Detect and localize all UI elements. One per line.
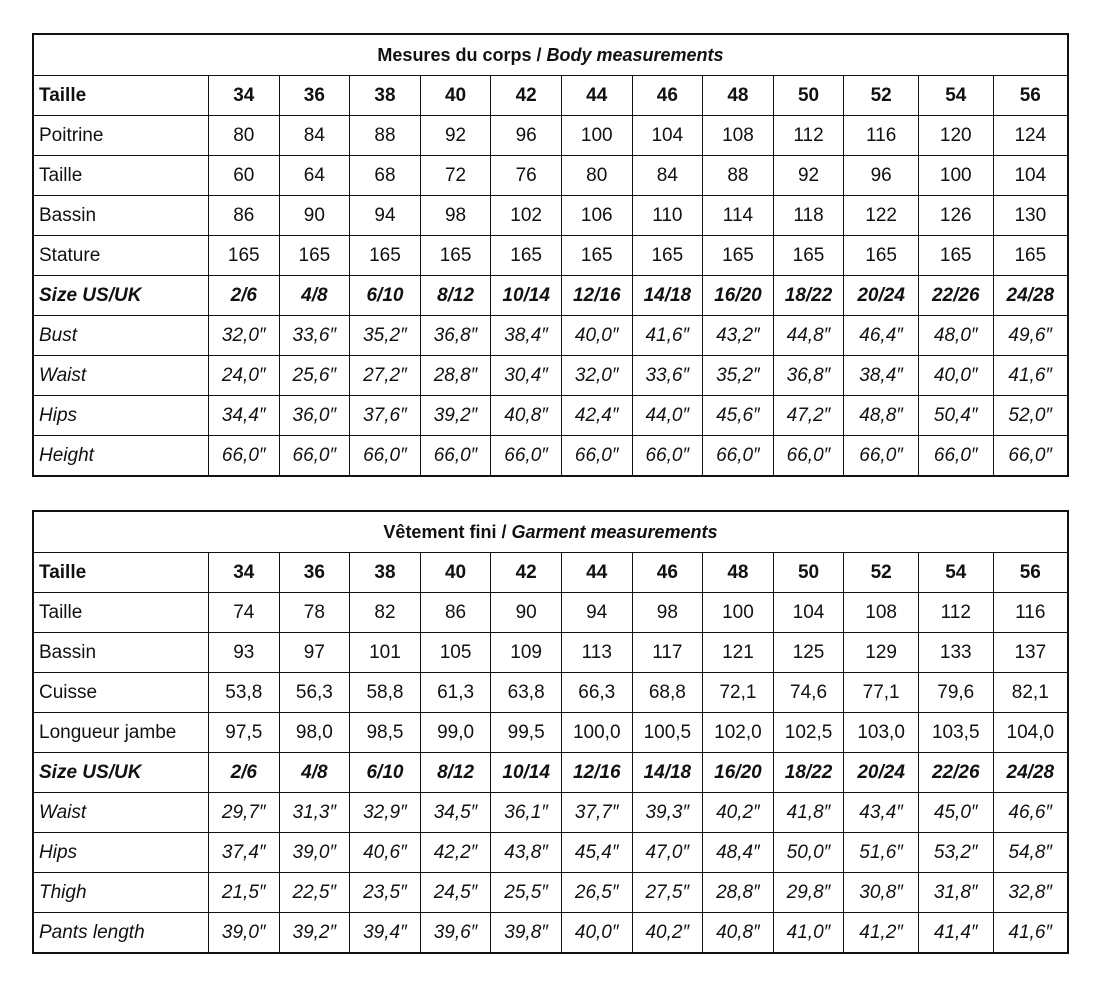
table-cell: 94: [350, 196, 421, 236]
table-cell: 41,4″: [918, 913, 993, 954]
table-cell: 165: [632, 236, 703, 276]
table-cell: 2/6: [208, 753, 279, 793]
table-cell: 56: [993, 76, 1068, 116]
table-cell: 38,4″: [491, 316, 562, 356]
table-cell: 32,0″: [561, 356, 632, 396]
table-cell: 50: [773, 76, 844, 116]
table-cell: 102,5: [773, 713, 844, 753]
table-cell: 45,6″: [703, 396, 774, 436]
table-cell: 100,5: [632, 713, 703, 753]
table-cell: 86: [420, 593, 491, 633]
table-cell: 66,0″: [703, 436, 774, 477]
row-label: Waist: [33, 793, 208, 833]
table-cell: 46,6″: [993, 793, 1068, 833]
table-cell: 37,6″: [350, 396, 421, 436]
row-label: Hips: [33, 833, 208, 873]
row-label: Stature: [33, 236, 208, 276]
table-cell: 72: [420, 156, 491, 196]
table-row: [33, 913, 1068, 954]
table-cell: 16/20: [703, 276, 774, 316]
table-cell: 66,0″: [561, 436, 632, 477]
table-row: [33, 116, 1068, 156]
table-cell: 100: [918, 156, 993, 196]
table-cell: 116: [993, 593, 1068, 633]
table-cell: 165: [279, 236, 350, 276]
table-row: [33, 396, 1068, 436]
table-row: [33, 833, 1068, 873]
title-french: Vêtement fini: [383, 521, 497, 542]
row-label: Height: [33, 436, 208, 477]
table-cell: 48: [703, 553, 774, 593]
table-cell: 88: [703, 156, 774, 196]
table-cell: 44: [561, 553, 632, 593]
table-cell: 122: [844, 196, 919, 236]
table-cell: 76: [491, 156, 562, 196]
table-cell: 18/22: [773, 276, 844, 316]
table-row: [33, 196, 1068, 236]
table-cell: 133: [918, 633, 993, 673]
table-row: [33, 316, 1068, 356]
table-cell: 36: [279, 553, 350, 593]
table-cell: 97: [279, 633, 350, 673]
table-cell: 39,2″: [420, 396, 491, 436]
table-cell: 47,2″: [773, 396, 844, 436]
table-cell: 124: [993, 116, 1068, 156]
table-cell: 28,8″: [420, 356, 491, 396]
table-cell: 28,8″: [703, 873, 774, 913]
table-cell: 114: [703, 196, 774, 236]
table-cell: 27,2″: [350, 356, 421, 396]
table-cell: 38: [350, 553, 421, 593]
table-cell: 93: [208, 633, 279, 673]
table-cell: 165: [208, 236, 279, 276]
table-cell: 46: [632, 553, 703, 593]
table-cell: 165: [491, 236, 562, 276]
table-cell: 40,0″: [918, 356, 993, 396]
table-cell: 10/14: [491, 753, 562, 793]
table-cell: 61,3: [420, 673, 491, 713]
table-cell: 66,0″: [208, 436, 279, 477]
title-english: Body measurements: [546, 44, 724, 65]
table-cell: 35,2″: [703, 356, 774, 396]
table-cell: 12/16: [561, 276, 632, 316]
table-cell: 44,8″: [773, 316, 844, 356]
table-cell: 116: [844, 116, 919, 156]
table-row: [33, 873, 1068, 913]
table-cell: 82,1: [993, 673, 1068, 713]
table-cell: 30,4″: [491, 356, 562, 396]
row-label: Waist: [33, 356, 208, 396]
table-cell: 18/22: [773, 753, 844, 793]
table-row: [33, 156, 1068, 196]
table-cell: 165: [561, 236, 632, 276]
table-cell: 113: [561, 633, 632, 673]
table-row: [33, 593, 1068, 633]
table-row: [33, 713, 1068, 753]
table-cell: 41,0″: [773, 913, 844, 954]
table-cell: 50: [773, 553, 844, 593]
table-cell: 104: [632, 116, 703, 156]
table-cell: 74: [208, 593, 279, 633]
table-cell: 39,2″: [279, 913, 350, 954]
table-cell: 31,8″: [918, 873, 993, 913]
table-cell: 24/28: [993, 753, 1068, 793]
table-cell: 109: [491, 633, 562, 673]
table-cell: 110: [632, 196, 703, 236]
table-cell: 45,0″: [918, 793, 993, 833]
table-cell: 80: [561, 156, 632, 196]
table-cell: 42,2″: [420, 833, 491, 873]
table-cell: 24,5″: [420, 873, 491, 913]
table-cell: 129: [844, 633, 919, 673]
table-cell: 99,5: [491, 713, 562, 753]
table-cell: 46: [632, 76, 703, 116]
title-separator: /: [531, 44, 547, 65]
table-cell: 6/10: [350, 276, 421, 316]
table-row: [33, 236, 1068, 276]
table-cell: 108: [703, 116, 774, 156]
table-cell: 33,6″: [632, 356, 703, 396]
table-cell: 117: [632, 633, 703, 673]
table-cell: 39,6″: [420, 913, 491, 954]
table-cell: 37,4″: [208, 833, 279, 873]
table-cell: 12/16: [561, 753, 632, 793]
table-cell: 10/14: [491, 276, 562, 316]
row-label: Bassin: [33, 196, 208, 236]
table-cell: 165: [918, 236, 993, 276]
table-cell: 79,6: [918, 673, 993, 713]
table-cell: 43,8″: [491, 833, 562, 873]
table-cell: 36,8″: [773, 356, 844, 396]
table-cell: 44,0″: [632, 396, 703, 436]
table-cell: 31,3″: [279, 793, 350, 833]
table-cell: 165: [703, 236, 774, 276]
table-cell: 42,4″: [561, 396, 632, 436]
table-cell: 86: [208, 196, 279, 236]
table-cell: 22/26: [918, 753, 993, 793]
table-cell: 40: [420, 76, 491, 116]
table-cell: 121: [703, 633, 774, 673]
table-cell: 130: [993, 196, 1068, 236]
row-label: Hips: [33, 396, 208, 436]
table-cell: 66,0″: [420, 436, 491, 477]
row-label: Size US/UK: [33, 753, 208, 793]
table-cell: 40,6″: [350, 833, 421, 873]
table-cell: 54,8″: [993, 833, 1068, 873]
table-cell: 165: [993, 236, 1068, 276]
row-label: Taille: [33, 156, 208, 196]
table-cell: 38,4″: [844, 356, 919, 396]
table-cell: 39,4″: [350, 913, 421, 954]
table-cell: 40,2″: [703, 793, 774, 833]
table-cell: 41,8″: [773, 793, 844, 833]
table-cell: 20/24: [844, 276, 919, 316]
table-cell: 41,6″: [993, 913, 1068, 954]
table-cell: 36,8″: [420, 316, 491, 356]
table-row: [33, 276, 1068, 316]
row-label: Longueur jambe: [33, 713, 208, 753]
table-row: [33, 753, 1068, 793]
table-cell: 35,2″: [350, 316, 421, 356]
table-cell: 92: [420, 116, 491, 156]
table-cell: 14/18: [632, 276, 703, 316]
table-cell: 137: [993, 633, 1068, 673]
table-cell: 66,0″: [491, 436, 562, 477]
table-cell: 98,0: [279, 713, 350, 753]
table-cell: 41,6″: [993, 356, 1068, 396]
table-cell: 77,1: [844, 673, 919, 713]
table-cell: 98: [632, 593, 703, 633]
table-cell: 84: [279, 116, 350, 156]
table-cell: 39,0″: [208, 913, 279, 954]
table-row: [33, 633, 1068, 673]
row-label: Poitrine: [33, 116, 208, 156]
table-cell: 40,8″: [703, 913, 774, 954]
table-cell: 112: [773, 116, 844, 156]
table-cell: 39,0″: [279, 833, 350, 873]
table-cell: 120: [918, 116, 993, 156]
table-cell: 46,4″: [844, 316, 919, 356]
table-cell: 50,4″: [918, 396, 993, 436]
table-cell: 102: [491, 196, 562, 236]
table-cell: 25,5″: [491, 873, 562, 913]
table-cell: 34,5″: [420, 793, 491, 833]
table-cell: 42: [491, 553, 562, 593]
table-cell: 25,6″: [279, 356, 350, 396]
table-cell: 126: [918, 196, 993, 236]
table-cell: 40,2″: [632, 913, 703, 954]
table-cell: 24/28: [993, 276, 1068, 316]
table-cell: 104: [773, 593, 844, 633]
row-label: Cuisse: [33, 673, 208, 713]
table-cell: 60: [208, 156, 279, 196]
table-cell: 165: [844, 236, 919, 276]
table-cell: 48,0″: [918, 316, 993, 356]
table-cell: 45,4″: [561, 833, 632, 873]
table-cell: 84: [632, 156, 703, 196]
table-cell: 22/26: [918, 276, 993, 316]
table-cell: 37,7″: [561, 793, 632, 833]
table-cell: 74,6: [773, 673, 844, 713]
table-cell: 99,0: [420, 713, 491, 753]
table-cell: 36,0″: [279, 396, 350, 436]
table-cell: 118: [773, 196, 844, 236]
table-cell: 66,0″: [993, 436, 1068, 477]
table-cell: 41,2″: [844, 913, 919, 954]
table-title-row: [33, 34, 1068, 76]
table-cell: 4/8: [279, 753, 350, 793]
table-cell: 63,8: [491, 673, 562, 713]
table-cell: 94: [561, 593, 632, 633]
table-cell: 48: [703, 76, 774, 116]
table-cell: 40,8″: [491, 396, 562, 436]
table-cell: 112: [918, 593, 993, 633]
table-cell: 23,5″: [350, 873, 421, 913]
table-row: [33, 553, 1068, 593]
table-cell: 36: [279, 76, 350, 116]
table-cell: 90: [279, 196, 350, 236]
table-cell: 53,2″: [918, 833, 993, 873]
table-row: [33, 356, 1068, 396]
table-cell: 66,3: [561, 673, 632, 713]
table-cell: 36,1″: [491, 793, 562, 833]
table-cell: 48,4″: [703, 833, 774, 873]
table-cell: 39,8″: [491, 913, 562, 954]
table-cell: 44: [561, 76, 632, 116]
table-cell: 2/6: [208, 276, 279, 316]
table-cell: 29,7″: [208, 793, 279, 833]
table-cell: 102,0: [703, 713, 774, 753]
table-cell: 21,5″: [208, 873, 279, 913]
table-cell: 92: [773, 156, 844, 196]
table-cell: 34: [208, 553, 279, 593]
table-cell: 48,8″: [844, 396, 919, 436]
table-cell: 90: [491, 593, 562, 633]
table-cell: 41,6″: [632, 316, 703, 356]
table-cell: 42: [491, 76, 562, 116]
row-label: Taille: [33, 553, 208, 593]
table-cell: 96: [491, 116, 562, 156]
table-row: [33, 793, 1068, 833]
table-cell: 49,6″: [993, 316, 1068, 356]
table-cell: 40: [420, 553, 491, 593]
table-cell: 66,0″: [279, 436, 350, 477]
table-cell: 26,5″: [561, 873, 632, 913]
table-cell: 40,0″: [561, 913, 632, 954]
row-label: Taille: [33, 593, 208, 633]
table-cell: 66,0″: [918, 436, 993, 477]
row-label: Pants length: [33, 913, 208, 954]
table-cell: 125: [773, 633, 844, 673]
table-cell: 52: [844, 76, 919, 116]
table-cell: 103,5: [918, 713, 993, 753]
table-cell: 14/18: [632, 753, 703, 793]
table-cell: 98: [420, 196, 491, 236]
body-measurements-table: [32, 33, 1069, 477]
table-cell: 64: [279, 156, 350, 196]
row-label: Thigh: [33, 873, 208, 913]
table-cell: 100: [703, 593, 774, 633]
table-cell: 43,4″: [844, 793, 919, 833]
table-cell: 105: [420, 633, 491, 673]
table-cell: 54: [918, 553, 993, 593]
table-cell: 80: [208, 116, 279, 156]
table-cell: 53,8: [208, 673, 279, 713]
table-title: [33, 34, 1068, 76]
table-cell: 96: [844, 156, 919, 196]
table-cell: 34: [208, 76, 279, 116]
table-cell: 78: [279, 593, 350, 633]
table-cell: 66,0″: [773, 436, 844, 477]
table-cell: 43,2″: [703, 316, 774, 356]
title-separator: /: [496, 521, 512, 542]
table-cell: 27,5″: [632, 873, 703, 913]
table-cell: 30,8″: [844, 873, 919, 913]
table-cell: 165: [350, 236, 421, 276]
table-cell: 97,5: [208, 713, 279, 753]
table-cell: 50,0″: [773, 833, 844, 873]
table-cell: 52,0″: [993, 396, 1068, 436]
title-french: Mesures du corps: [377, 44, 532, 65]
table-cell: 100,0: [561, 713, 632, 753]
table-cell: 22,5″: [279, 873, 350, 913]
table-row: [33, 673, 1068, 713]
table-cell: 165: [420, 236, 491, 276]
table-cell: 72,1: [703, 673, 774, 713]
table-cell: 32,0″: [208, 316, 279, 356]
table-cell: 98,5: [350, 713, 421, 753]
table-cell: 52: [844, 553, 919, 593]
table-cell: 6/10: [350, 753, 421, 793]
table-cell: 68,8: [632, 673, 703, 713]
table-cell: 54: [918, 76, 993, 116]
table-cell: 32,9″: [350, 793, 421, 833]
table-title-row: [33, 511, 1068, 553]
table-cell: 104: [993, 156, 1068, 196]
table-cell: 88: [350, 116, 421, 156]
table-cell: 82: [350, 593, 421, 633]
title-english: Garment measurements: [511, 521, 718, 542]
table-cell: 8/12: [420, 753, 491, 793]
table-cell: 56: [993, 553, 1068, 593]
table-cell: 20/24: [844, 753, 919, 793]
table-cell: 66,0″: [844, 436, 919, 477]
table-cell: 66,0″: [632, 436, 703, 477]
table-cell: 104,0: [993, 713, 1068, 753]
table-cell: 47,0″: [632, 833, 703, 873]
table-cell: 103,0: [844, 713, 919, 753]
table-cell: 58,8: [350, 673, 421, 713]
table-cell: 24,0″: [208, 356, 279, 396]
table-cell: 38: [350, 76, 421, 116]
table-row: [33, 76, 1068, 116]
table-cell: 101: [350, 633, 421, 673]
table-row: [33, 436, 1068, 477]
table-cell: 29,8″: [773, 873, 844, 913]
table-cell: 4/8: [279, 276, 350, 316]
row-label: Bassin: [33, 633, 208, 673]
table-cell: 106: [561, 196, 632, 236]
table-cell: 39,3″: [632, 793, 703, 833]
table-cell: 16/20: [703, 753, 774, 793]
table-cell: 56,3: [279, 673, 350, 713]
table-cell: 33,6″: [279, 316, 350, 356]
table-cell: 66,0″: [350, 436, 421, 477]
garment-measurements-table: [32, 510, 1069, 954]
table-title: [33, 511, 1068, 553]
table-cell: 68: [350, 156, 421, 196]
table-cell: 51,6″: [844, 833, 919, 873]
table-cell: 34,4″: [208, 396, 279, 436]
row-label: Taille: [33, 76, 208, 116]
table-cell: 108: [844, 593, 919, 633]
table-cell: 40,0″: [561, 316, 632, 356]
row-label: Bust: [33, 316, 208, 356]
table-cell: 8/12: [420, 276, 491, 316]
table-cell: 32,8″: [993, 873, 1068, 913]
table-cell: 165: [773, 236, 844, 276]
table-cell: 100: [561, 116, 632, 156]
row-label: Size US/UK: [33, 276, 208, 316]
